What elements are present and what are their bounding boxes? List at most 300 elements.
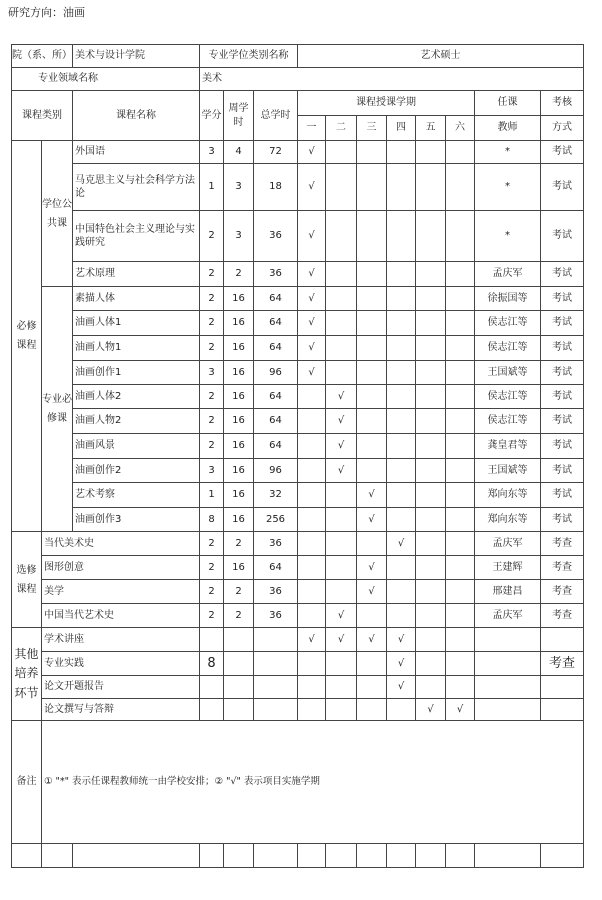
- semester-mark: [326, 483, 357, 508]
- semester-mark: √: [298, 311, 326, 336]
- semester-mark: √: [298, 141, 326, 164]
- col-exam-1: 考核: [541, 91, 584, 116]
- semester-mark: [298, 483, 326, 508]
- curriculum-table: [11, 44, 584, 868]
- credit-cell: 2: [200, 434, 224, 459]
- exam-cell: [541, 676, 584, 699]
- weekly-cell: 16: [224, 508, 254, 532]
- teacher-cell: 邢建昌: [475, 580, 541, 604]
- total-cell: [254, 652, 298, 676]
- semester-mark: [446, 508, 475, 532]
- credit-cell: 2: [200, 556, 224, 580]
- semester-mark: [416, 508, 446, 532]
- semester-mark: [387, 211, 416, 262]
- degree-label: 专业学位类别名称: [200, 45, 298, 68]
- group-elective: 选修课程: [12, 532, 42, 628]
- semester-mark: [416, 287, 446, 311]
- semester-mark: [357, 262, 387, 287]
- semester-mark: [446, 532, 475, 556]
- empty-cell: [254, 844, 298, 868]
- weekly-cell: 16: [224, 361, 254, 385]
- semester-mark: [387, 483, 416, 508]
- credit-cell: 3: [200, 361, 224, 385]
- course-row: [12, 628, 584, 652]
- semester-mark: [416, 409, 446, 434]
- semester-mark: [446, 336, 475, 361]
- total-cell: 36: [254, 532, 298, 556]
- teacher-cell: [475, 628, 541, 652]
- teacher-cell: *: [475, 141, 541, 164]
- semester-mark: [446, 628, 475, 652]
- semester-mark: [416, 652, 446, 676]
- course-row: [12, 361, 584, 385]
- exam-cell: 考查: [541, 556, 584, 580]
- credit-cell: 2: [200, 409, 224, 434]
- total-cell: [254, 699, 298, 721]
- semester-mark: [357, 604, 387, 628]
- semester-mark: √: [387, 628, 416, 652]
- semester-mark: √: [298, 628, 326, 652]
- exam-cell: 考查: [541, 604, 584, 628]
- course-name: 油画人物1: [73, 336, 200, 361]
- total-cell: 36: [254, 604, 298, 628]
- semester-mark: √: [326, 409, 357, 434]
- teacher-cell: 王建辉: [475, 556, 541, 580]
- credit-cell: 2: [200, 311, 224, 336]
- col-weekly: 周学时: [224, 91, 254, 141]
- weekly-cell: 16: [224, 385, 254, 409]
- semester-mark: [298, 652, 326, 676]
- course-row: [12, 434, 584, 459]
- col-exam-2: 方式: [541, 116, 584, 141]
- semester-mark: [357, 652, 387, 676]
- semester-mark: [387, 409, 416, 434]
- course-row: [12, 532, 584, 556]
- col-total: 总学时: [254, 91, 298, 141]
- semester-mark: [416, 532, 446, 556]
- semester-mark: [446, 361, 475, 385]
- semester-mark: [416, 676, 446, 699]
- semester-mark: √: [357, 556, 387, 580]
- semester-mark: [298, 532, 326, 556]
- weekly-cell: [224, 652, 254, 676]
- col-course: 课程名称: [73, 91, 200, 141]
- group-other: 其他培养环节: [12, 628, 42, 721]
- total-cell: 32: [254, 483, 298, 508]
- col-sem-5: 五: [416, 116, 446, 141]
- semester-mark: √: [298, 164, 326, 211]
- course-name: 素描人体: [73, 287, 200, 311]
- credit-cell: 1: [200, 483, 224, 508]
- total-cell: 96: [254, 459, 298, 483]
- semester-mark: [357, 434, 387, 459]
- course-row: [12, 676, 584, 699]
- semester-mark: [326, 508, 357, 532]
- semester-mark: [326, 652, 357, 676]
- semester-mark: [416, 311, 446, 336]
- col-teacher-1: 任课: [475, 91, 541, 116]
- semester-mark: [387, 699, 416, 721]
- exam-cell: 考查: [541, 532, 584, 556]
- total-cell: [254, 628, 298, 652]
- col-category: 课程类别: [12, 91, 73, 141]
- course-row: [12, 652, 584, 676]
- credit-cell: 3: [200, 141, 224, 164]
- semester-mark: [326, 164, 357, 211]
- semester-mark: [387, 287, 416, 311]
- course-row: [12, 699, 584, 721]
- semester-mark: [298, 409, 326, 434]
- degree-value: 艺术硕士: [298, 45, 584, 68]
- course-row: [12, 141, 584, 164]
- empty-cell: [200, 844, 224, 868]
- semester-mark: √: [298, 336, 326, 361]
- semester-mark: √: [387, 652, 416, 676]
- course-name: 美学: [42, 580, 200, 604]
- empty-cell: [475, 844, 541, 868]
- course-name: 学术讲座: [42, 628, 200, 652]
- exam-cell: 考试: [541, 262, 584, 287]
- teacher-cell: 郑向东等: [475, 483, 541, 508]
- dept-label: 院（系、所）: [12, 45, 73, 68]
- semester-mark: √: [326, 459, 357, 483]
- semester-mark: [326, 262, 357, 287]
- semester-mark: [387, 385, 416, 409]
- semester-mark: √: [326, 628, 357, 652]
- semester-mark: [357, 409, 387, 434]
- course-name: 论文撰写与答辩: [42, 699, 200, 721]
- weekly-cell: 16: [224, 483, 254, 508]
- total-cell: 64: [254, 336, 298, 361]
- total-cell: 64: [254, 556, 298, 580]
- weekly-cell: 4: [224, 141, 254, 164]
- semester-mark: [357, 385, 387, 409]
- exam-cell: 考试: [541, 459, 584, 483]
- teacher-cell: 孟庆军: [475, 262, 541, 287]
- credit-cell: [200, 676, 224, 699]
- semester-mark: [416, 483, 446, 508]
- semester-mark: [387, 580, 416, 604]
- semester-mark: [446, 652, 475, 676]
- exam-cell: 考查: [541, 580, 584, 604]
- exam-cell: 考试: [541, 311, 584, 336]
- semester-mark: [298, 556, 326, 580]
- remark-label: 备注: [12, 721, 42, 844]
- empty-cell: [326, 844, 357, 868]
- weekly-cell: 3: [224, 211, 254, 262]
- teacher-cell: [475, 652, 541, 676]
- semester-mark: [387, 508, 416, 532]
- semester-mark: [416, 604, 446, 628]
- credit-cell: 2: [200, 580, 224, 604]
- semester-mark: [357, 287, 387, 311]
- semester-mark: [326, 556, 357, 580]
- remark-row: [12, 721, 584, 844]
- semester-mark: [446, 676, 475, 699]
- course-row: [12, 459, 584, 483]
- empty-cell: [357, 844, 387, 868]
- semester-mark: [298, 676, 326, 699]
- teacher-cell: [475, 699, 541, 721]
- empty-cell: [387, 844, 416, 868]
- semester-mark: [326, 580, 357, 604]
- course-name: 油画风景: [73, 434, 200, 459]
- semester-mark: [298, 385, 326, 409]
- semester-mark: [326, 676, 357, 699]
- total-cell: 64: [254, 311, 298, 336]
- teacher-cell: 孟庆军: [475, 532, 541, 556]
- field-value: 美术: [200, 68, 584, 91]
- credit-cell: 8: [200, 652, 224, 676]
- semester-mark: [357, 676, 387, 699]
- semester-mark: [387, 262, 416, 287]
- semester-mark: [326, 211, 357, 262]
- credit-cell: 2: [200, 604, 224, 628]
- course-name: 图形创意: [42, 556, 200, 580]
- course-name: 外国语: [73, 141, 200, 164]
- course-row: [12, 604, 584, 628]
- semester-mark: [326, 287, 357, 311]
- weekly-cell: 2: [224, 262, 254, 287]
- semester-mark: [416, 459, 446, 483]
- dept-value: 美术与设计学院: [73, 45, 200, 68]
- empty-cell: [416, 844, 446, 868]
- exam-cell: 考试: [541, 211, 584, 262]
- exam-cell: 考试: [541, 508, 584, 532]
- course-row: [12, 580, 584, 604]
- semester-mark: √: [446, 699, 475, 721]
- course-name: 油画人体2: [73, 385, 200, 409]
- semester-mark: [416, 211, 446, 262]
- semester-mark: [416, 580, 446, 604]
- semester-mark: [416, 361, 446, 385]
- semester-mark: √: [298, 361, 326, 385]
- exam-cell: 考试: [541, 336, 584, 361]
- col-teacher-2: 教师: [475, 116, 541, 141]
- semester-mark: √: [326, 604, 357, 628]
- semester-mark: [298, 699, 326, 721]
- exam-cell: 考试: [541, 434, 584, 459]
- weekly-cell: [224, 628, 254, 652]
- semester-mark: [326, 141, 357, 164]
- course-name: 马克思主义与社会科学方法论: [73, 164, 200, 211]
- credit-cell: 2: [200, 532, 224, 556]
- semester-mark: [446, 141, 475, 164]
- exam-cell: 考试: [541, 409, 584, 434]
- semester-mark: √: [298, 211, 326, 262]
- empty-cell: [541, 844, 584, 868]
- course-row: [12, 336, 584, 361]
- col-semester-group: 课程授课学期: [298, 91, 475, 116]
- total-cell: 36: [254, 262, 298, 287]
- exam-cell: 考试: [541, 385, 584, 409]
- teacher-cell: 王国斌等: [475, 459, 541, 483]
- course-name: 中国当代艺术史: [42, 604, 200, 628]
- weekly-cell: 16: [224, 409, 254, 434]
- semester-mark: [416, 262, 446, 287]
- course-row: [12, 262, 584, 287]
- course-row: [12, 508, 584, 532]
- semester-mark: [298, 508, 326, 532]
- total-cell: 18: [254, 164, 298, 211]
- exam-cell: 考试: [541, 287, 584, 311]
- weekly-cell: 2: [224, 580, 254, 604]
- teacher-cell: 郑向东等: [475, 508, 541, 532]
- semester-mark: [387, 434, 416, 459]
- empty-cell: [446, 844, 475, 868]
- exam-cell: 考试: [541, 141, 584, 164]
- credit-cell: 2: [200, 211, 224, 262]
- course-row: [12, 556, 584, 580]
- course-name: 论文开题报告: [42, 676, 200, 699]
- weekly-cell: 3: [224, 164, 254, 211]
- semester-mark: [446, 556, 475, 580]
- semester-mark: [416, 164, 446, 211]
- semester-mark: [357, 361, 387, 385]
- semester-mark: [357, 164, 387, 211]
- semester-mark: [357, 336, 387, 361]
- col-credit: 学分: [200, 91, 224, 141]
- semester-mark: √: [326, 434, 357, 459]
- col-sem-6: 六: [446, 116, 475, 141]
- course-name: 专业实践: [42, 652, 200, 676]
- semester-mark: [357, 459, 387, 483]
- total-cell: 64: [254, 287, 298, 311]
- exam-cell: [541, 699, 584, 721]
- empty-cell: [42, 844, 73, 868]
- weekly-cell: 2: [224, 532, 254, 556]
- teacher-cell: 侯志江等: [475, 336, 541, 361]
- empty-cell: [298, 844, 326, 868]
- semester-mark: √: [416, 699, 446, 721]
- semester-mark: [446, 385, 475, 409]
- semester-mark: [416, 336, 446, 361]
- semester-mark: √: [387, 532, 416, 556]
- course-row: [12, 385, 584, 409]
- weekly-cell: 16: [224, 556, 254, 580]
- total-cell: 64: [254, 385, 298, 409]
- total-cell: 36: [254, 211, 298, 262]
- credit-cell: [200, 699, 224, 721]
- semester-mark: [326, 532, 357, 556]
- course-name: 艺术原理: [73, 262, 200, 287]
- semester-mark: [446, 434, 475, 459]
- semester-mark: [416, 556, 446, 580]
- total-cell: 72: [254, 141, 298, 164]
- semester-mark: √: [357, 628, 387, 652]
- course-name: 中国特色社会主义理论与实践研究: [73, 211, 200, 262]
- teacher-cell: [475, 676, 541, 699]
- semester-mark: [326, 699, 357, 721]
- exam-cell: 考试: [541, 164, 584, 211]
- semester-mark: [416, 628, 446, 652]
- weekly-cell: 16: [224, 287, 254, 311]
- semester-mark: [387, 164, 416, 211]
- course-name: 艺术考察: [73, 483, 200, 508]
- course-name: 油画人物2: [73, 409, 200, 434]
- semester-mark: [446, 311, 475, 336]
- semester-mark: [446, 580, 475, 604]
- total-cell: 96: [254, 361, 298, 385]
- empty-cell: [224, 844, 254, 868]
- credit-cell: 2: [200, 262, 224, 287]
- semester-mark: [446, 164, 475, 211]
- course-name: 油画创作1: [73, 361, 200, 385]
- field-label: 专业领域名称: [12, 68, 200, 91]
- credit-cell: 1: [200, 164, 224, 211]
- semester-mark: √: [357, 483, 387, 508]
- semester-mark: √: [298, 262, 326, 287]
- semester-mark: [387, 361, 416, 385]
- semester-mark: [446, 483, 475, 508]
- teacher-cell: 侯志江等: [475, 409, 541, 434]
- teacher-cell: 孟庆军: [475, 604, 541, 628]
- semester-mark: [357, 699, 387, 721]
- semester-mark: [326, 336, 357, 361]
- empty-cell: [73, 844, 200, 868]
- semester-mark: √: [298, 287, 326, 311]
- weekly-cell: 16: [224, 311, 254, 336]
- weekly-cell: [224, 676, 254, 699]
- col-sem-2: 二: [326, 116, 357, 141]
- group-required: 必修课程: [12, 141, 42, 532]
- semester-mark: [326, 361, 357, 385]
- weekly-cell: [224, 699, 254, 721]
- semester-mark: [446, 287, 475, 311]
- course-row: [12, 164, 584, 211]
- total-cell: 64: [254, 434, 298, 459]
- col-sem-4: 四: [387, 116, 416, 141]
- semester-mark: [387, 556, 416, 580]
- teacher-cell: 徐振国等: [475, 287, 541, 311]
- course-name: 油画创作2: [73, 459, 200, 483]
- semester-mark: [387, 604, 416, 628]
- semester-mark: √: [357, 508, 387, 532]
- col-header-row-1: [12, 91, 584, 116]
- course-row: [12, 311, 584, 336]
- semester-mark: [416, 434, 446, 459]
- research-direction: 研究方向：油画: [8, 6, 85, 19]
- group-public: 学位公共课: [42, 141, 73, 287]
- semester-mark: [298, 459, 326, 483]
- semester-mark: [446, 262, 475, 287]
- semester-mark: [446, 604, 475, 628]
- credit-cell: 2: [200, 336, 224, 361]
- credit-cell: [200, 628, 224, 652]
- semester-mark: [387, 311, 416, 336]
- exam-cell: 考查: [541, 652, 584, 676]
- course-name: 当代美术史: [42, 532, 200, 556]
- semester-mark: [387, 336, 416, 361]
- empty-row: [12, 844, 584, 868]
- semester-mark: [326, 311, 357, 336]
- semester-mark: [416, 141, 446, 164]
- weekly-cell: 16: [224, 459, 254, 483]
- empty-cell: [12, 844, 42, 868]
- remark-text: ① "*" 表示任课程教师统一由学校安排；② "√" 表示项目实施学期: [42, 721, 584, 844]
- exam-cell: [541, 628, 584, 652]
- semester-mark: [298, 604, 326, 628]
- credit-cell: 2: [200, 287, 224, 311]
- course-row: [12, 287, 584, 311]
- semester-mark: [446, 211, 475, 262]
- teacher-cell: 侯志江等: [475, 311, 541, 336]
- teacher-cell: *: [475, 211, 541, 262]
- teacher-cell: *: [475, 164, 541, 211]
- col-sem-3: 三: [357, 116, 387, 141]
- teacher-cell: 王国斌等: [475, 361, 541, 385]
- total-cell: 64: [254, 409, 298, 434]
